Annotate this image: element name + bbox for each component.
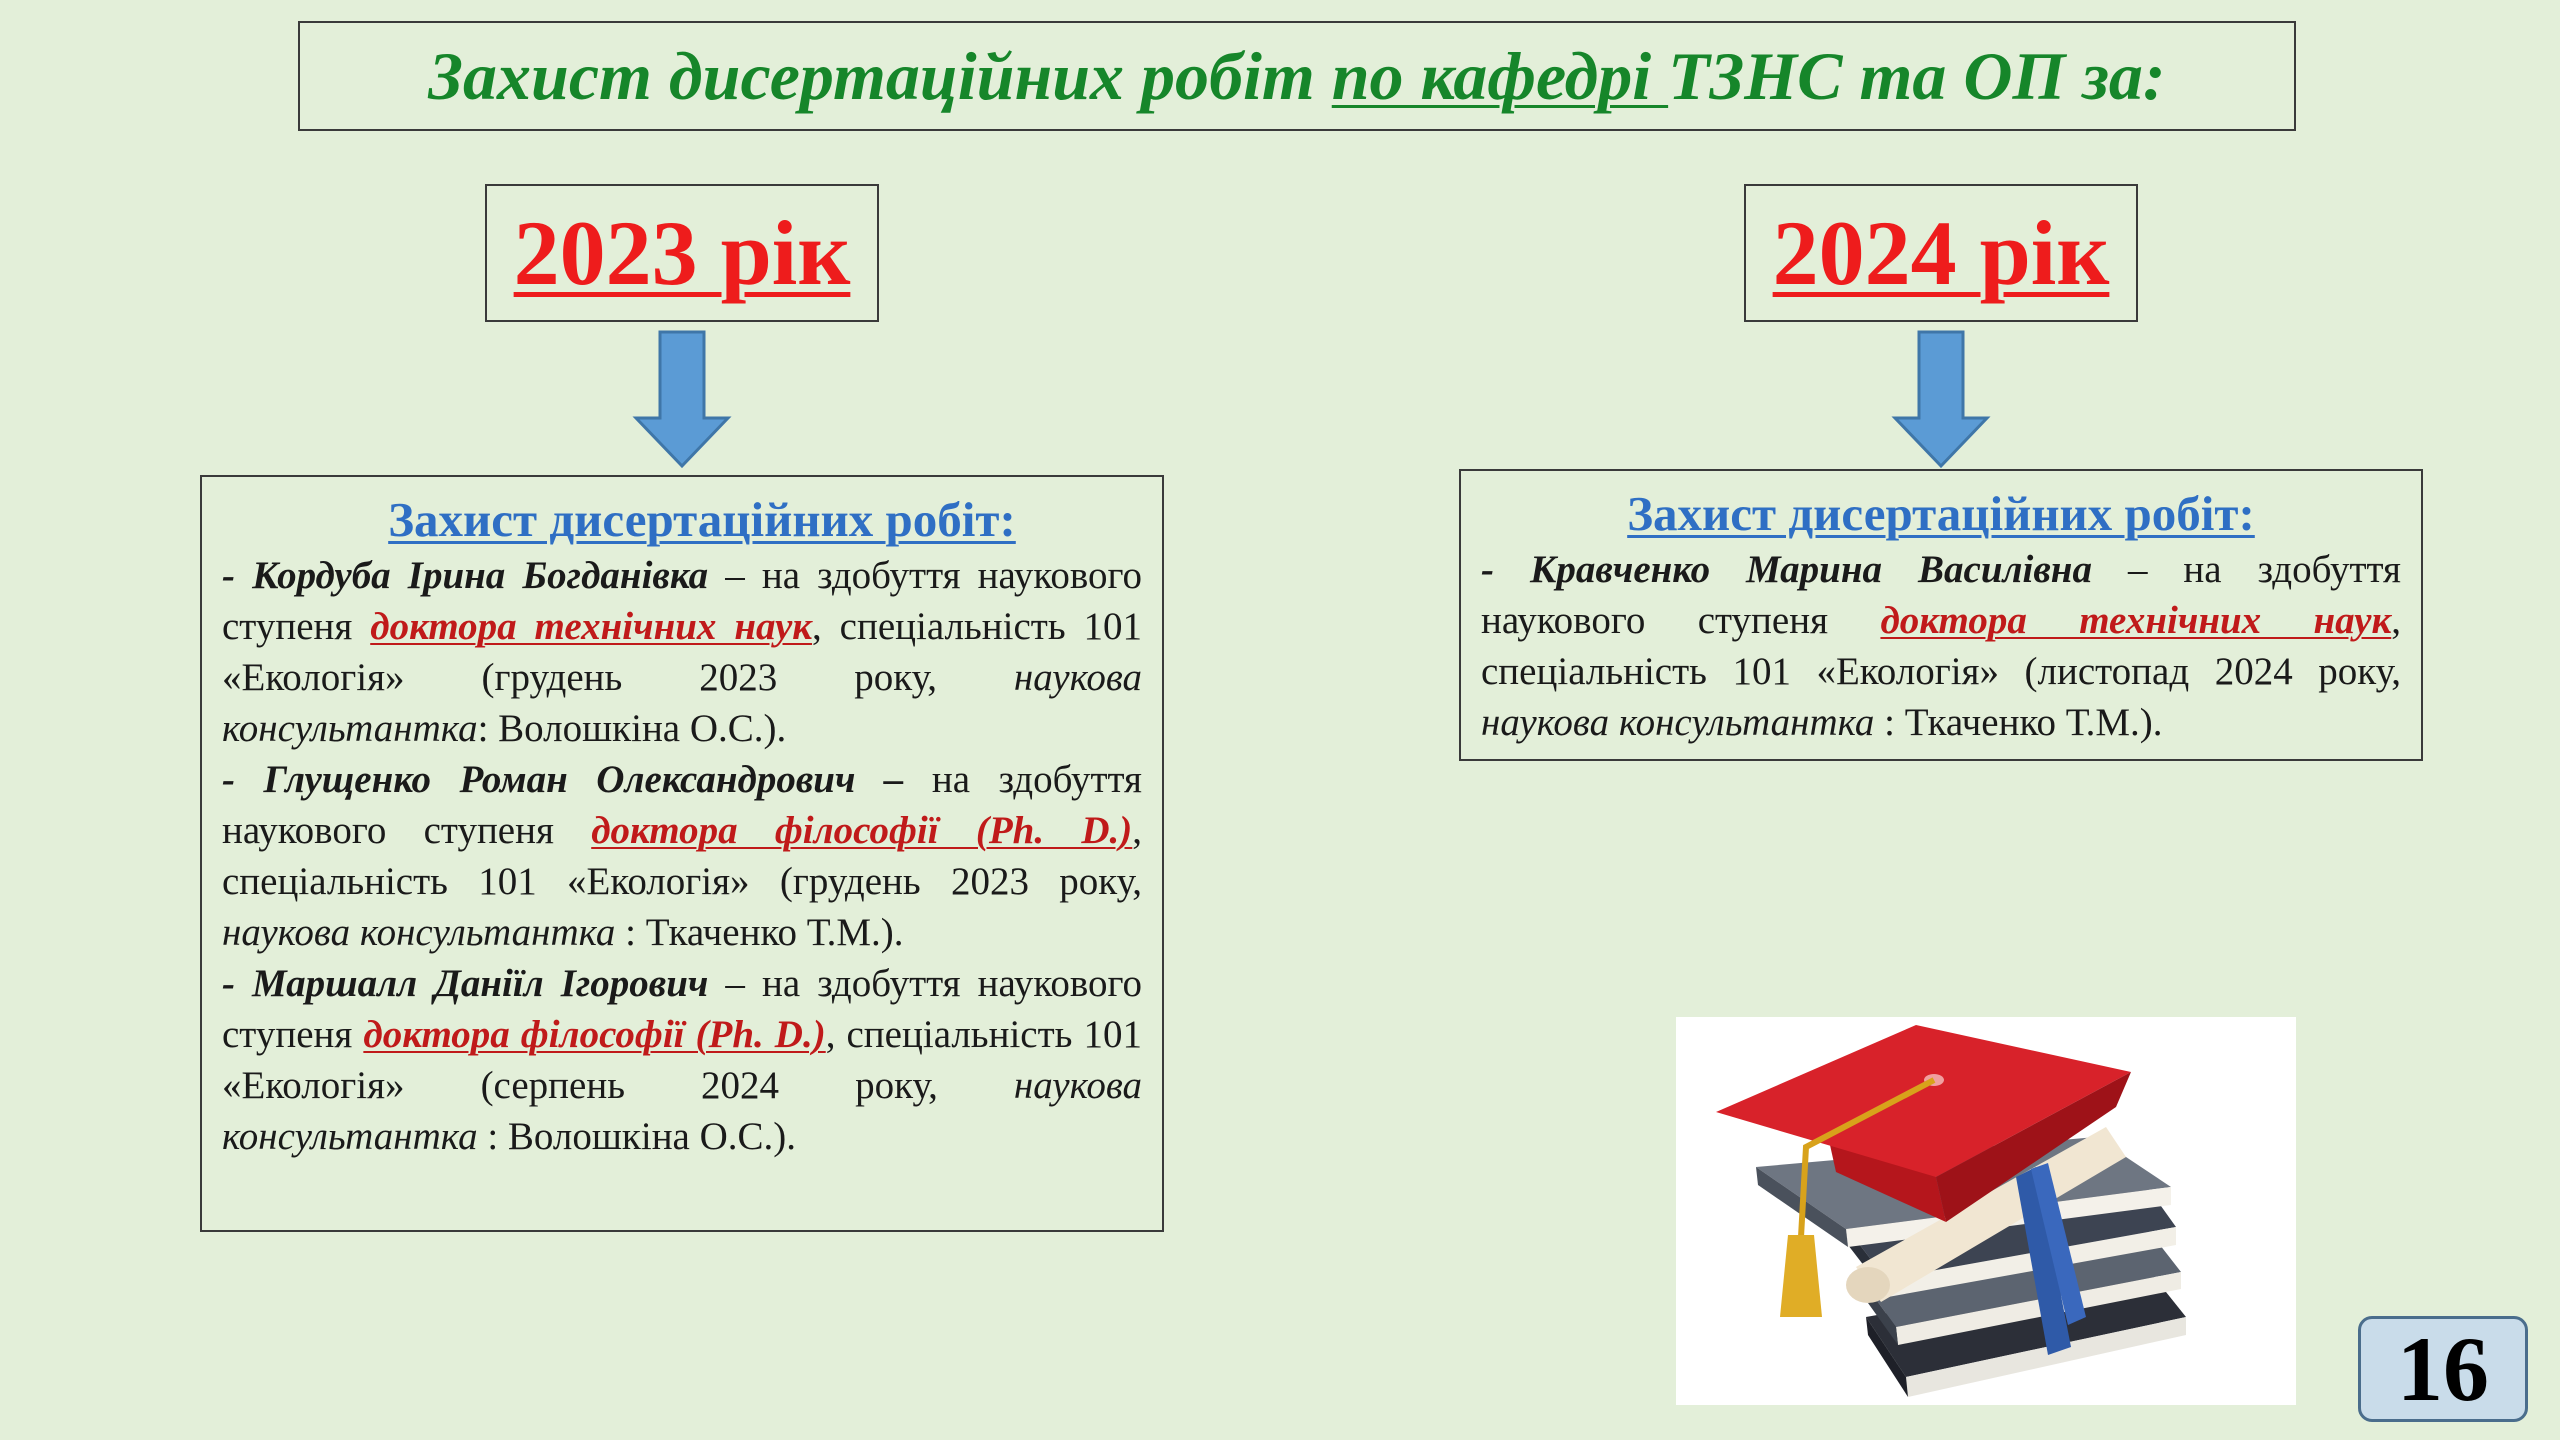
degree-label: доктора технічних наук xyxy=(370,604,813,648)
panel-heading: Захист дисертаційних робіт: xyxy=(388,492,1016,547)
advisor-name: : Ткаченко Т.М.). xyxy=(1874,700,2163,744)
title-part3: ТЗНС та ОП за: xyxy=(1668,38,2166,114)
advisor-name: : Волошкіна О.С.). xyxy=(477,1114,797,1158)
year-box-2023 xyxy=(485,184,879,322)
entries-list-2024 xyxy=(1481,544,2401,748)
degree-label: доктора філософії (Ph. D.) xyxy=(591,808,1133,852)
down-arrow-icon xyxy=(632,330,732,470)
candidate-name: Кордуба Ірина Богданівка xyxy=(252,553,709,597)
title-part2: по кафедрі xyxy=(1331,38,1669,114)
candidate-name: Кравченко Марина Василівна xyxy=(1529,547,2092,591)
entry-text: – на здобуття наукового ступеня xyxy=(222,961,1142,1056)
year-box-2024 xyxy=(1744,184,2138,322)
advisor-label: наукова консультантка xyxy=(222,655,1142,750)
advisor-name: : Ткаченко Т.М.). xyxy=(615,910,904,954)
defense-entry xyxy=(222,550,1142,754)
degree-label: доктора технічних наук xyxy=(1880,598,2392,642)
defense-entry xyxy=(222,754,1142,958)
entry-prefix: - xyxy=(1481,547,1530,591)
entry-text: , спеціальність 101 «Екологія» (грудень 2023 року, xyxy=(222,808,1142,903)
entries-list-2023 xyxy=(222,550,1142,1162)
defenses-2023-panel xyxy=(200,475,1164,1232)
panel-heading: Захист дисертаційних робіт: xyxy=(1627,486,2255,541)
defenses-2024-panel xyxy=(1459,469,2423,761)
advisor-label: наукова консультантка xyxy=(222,1063,1142,1158)
year-2023-label: 2023 рік xyxy=(513,202,851,304)
page-number: 16 xyxy=(2358,1316,2528,1422)
entry-text: – на здобуття наукового ступеня xyxy=(222,553,1143,648)
degree-label: доктора філософії (Ph. D.) xyxy=(363,1012,826,1056)
defense-entry xyxy=(1481,544,2401,748)
defense-entry xyxy=(222,958,1142,1162)
advisor-name: : Волошкіна О.С.). xyxy=(477,706,787,750)
entry-prefix: - xyxy=(222,961,253,1005)
entry-text: на здобуття наукового ступеня xyxy=(222,757,1142,852)
entry-text: , спеціальність 101 «Екологія» (листопад 2024 року, xyxy=(1481,598,2401,693)
year-2024-label: 2024 рік xyxy=(1772,202,2110,304)
entry-prefix: - xyxy=(222,757,264,801)
advisor-label: наукова консультантка xyxy=(222,910,616,954)
slide-title xyxy=(428,38,2166,114)
advisor-label: наукова консультантка xyxy=(1481,700,1875,744)
down-arrow-icon xyxy=(1891,330,1991,470)
graduation-cap-books-icon xyxy=(1676,1017,2296,1405)
candidate-name: Глущенко Роман Олександрович – xyxy=(263,757,904,801)
title-part1: Захист дисертаційних робіт xyxy=(428,38,1332,114)
entry-prefix: - xyxy=(222,553,253,597)
candidate-name: Маршалл Даніїл Ігорович xyxy=(252,961,709,1005)
entry-text: , спеціальність 101 «Екологія» (грудень 2023 року, xyxy=(222,604,1142,699)
title-box xyxy=(298,21,2296,131)
entry-text: – на здобуття наукового ступеня xyxy=(1481,547,2401,642)
entry-text: , спеціальність 101 «Екологія» (серпень 2024 року, xyxy=(222,1012,1142,1107)
